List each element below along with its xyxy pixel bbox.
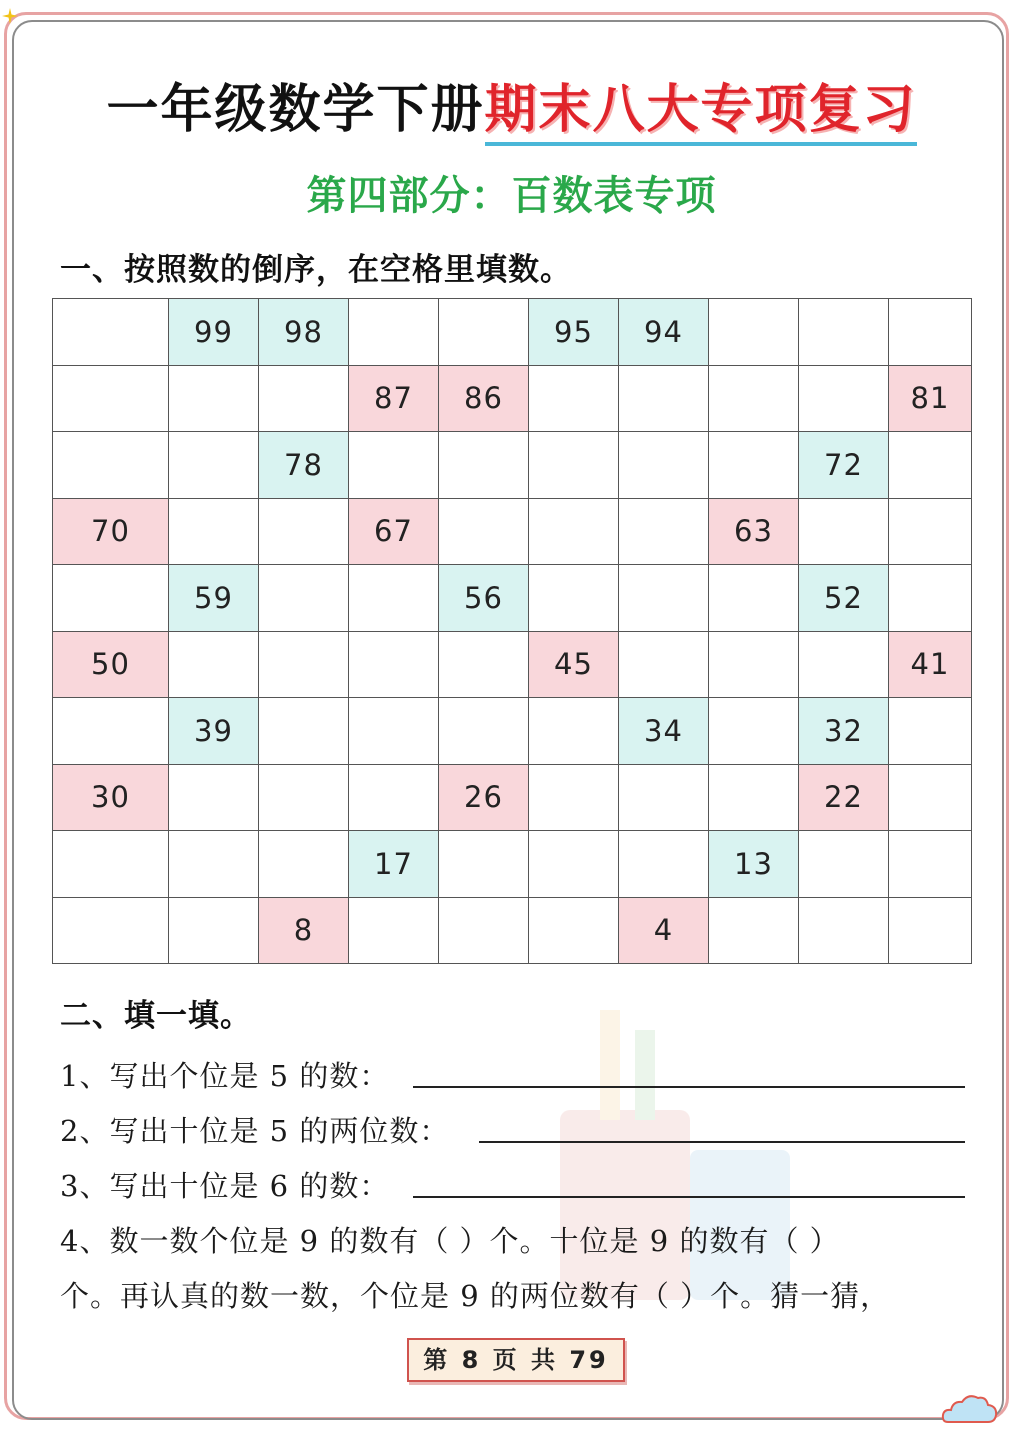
grid-cell-blank[interactable] xyxy=(709,698,799,765)
grid-cell-blank[interactable] xyxy=(53,432,169,499)
grid-cell-given: 32 xyxy=(799,698,889,765)
grid-cell-blank[interactable] xyxy=(349,432,439,499)
grid-cell-blank[interactable] xyxy=(259,365,349,432)
grid-cell-blank[interactable] xyxy=(709,565,799,632)
grid-row xyxy=(53,764,972,831)
grid-cell-blank[interactable] xyxy=(169,432,259,499)
grid-cell-given: 67 xyxy=(349,498,439,565)
grid-cell-given: 39 xyxy=(169,698,259,765)
grid-cell-blank[interactable] xyxy=(349,698,439,765)
grid-cell-blank[interactable] xyxy=(529,565,619,632)
grid-row xyxy=(53,432,972,499)
grid-cell-blank[interactable] xyxy=(169,498,259,565)
grid-cell-given: 30 xyxy=(53,764,169,831)
page-number-badge: 第 8 页 共 79 xyxy=(407,1338,625,1382)
grid-cell-given: 95 xyxy=(529,299,619,366)
grid-cell-blank[interactable] xyxy=(169,631,259,698)
grid-row xyxy=(53,831,972,898)
question-2-label: 2、写出十位是 5 的两位数： xyxy=(60,1114,450,1148)
grid-cell-blank[interactable] xyxy=(709,631,799,698)
grid-cell-blank[interactable] xyxy=(439,897,529,964)
grid-cell-blank[interactable] xyxy=(259,565,349,632)
grid-cell-given: 45 xyxy=(529,631,619,698)
grid-cell-given: 87 xyxy=(349,365,439,432)
grid-cell-blank[interactable] xyxy=(619,365,709,432)
grid-cell-blank[interactable] xyxy=(619,831,709,898)
grid-cell-blank[interactable] xyxy=(889,698,972,765)
answer-line-1[interactable] xyxy=(413,1086,965,1088)
question-3-label: 3、写出十位是 6 的数： xyxy=(60,1169,390,1203)
grid-cell-blank[interactable] xyxy=(439,831,529,898)
grid-cell-blank[interactable] xyxy=(169,764,259,831)
section1-heading: 一、按照数的倒序，在空格里填数。 xyxy=(60,252,572,288)
grid-cell-given: 34 xyxy=(619,698,709,765)
grid-cell-blank[interactable] xyxy=(349,897,439,964)
grid-cell-given: 81 xyxy=(889,365,972,432)
grid-cell-blank[interactable] xyxy=(349,299,439,366)
grid-cell-blank[interactable] xyxy=(439,698,529,765)
grid-row xyxy=(53,631,972,698)
grid-cell-blank[interactable] xyxy=(709,432,799,499)
grid-cell-given: 94 xyxy=(619,299,709,366)
grid-cell-blank[interactable] xyxy=(799,831,889,898)
grid-cell-given: 22 xyxy=(799,764,889,831)
grid-cell-given: 4 xyxy=(619,897,709,964)
grid-cell-blank[interactable] xyxy=(799,498,889,565)
grid-cell-given: 13 xyxy=(709,831,799,898)
section2-heading: 二、填一填。 xyxy=(60,998,252,1034)
grid-cell-given: 50 xyxy=(53,631,169,698)
grid-cell-blank[interactable] xyxy=(529,432,619,499)
grid-cell-given: 86 xyxy=(439,365,529,432)
hundred-chart-table xyxy=(52,298,972,964)
grid-cell-given: 98 xyxy=(259,299,349,366)
grid-cell-blank[interactable] xyxy=(529,831,619,898)
grid-cell-blank[interactable] xyxy=(529,498,619,565)
grid-cell-blank[interactable] xyxy=(259,698,349,765)
cloud-icon xyxy=(940,1390,1000,1426)
grid-cell-given: 41 xyxy=(889,631,972,698)
grid-cell-blank[interactable] xyxy=(619,498,709,565)
grid-row xyxy=(53,565,972,632)
grid-cell-blank[interactable] xyxy=(349,764,439,831)
grid-cell-blank[interactable] xyxy=(349,631,439,698)
grid-cell-given: 99 xyxy=(169,299,259,366)
grid-cell-blank[interactable] xyxy=(709,299,799,366)
grid-cell-blank[interactable] xyxy=(889,565,972,632)
grid-cell-blank[interactable] xyxy=(889,831,972,898)
grid-cell-blank[interactable] xyxy=(889,299,972,366)
grid-cell-blank[interactable] xyxy=(619,764,709,831)
grid-row xyxy=(53,897,972,964)
grid-cell-given: 63 xyxy=(709,498,799,565)
grid-cell-blank[interactable] xyxy=(889,897,972,964)
grid-cell-blank[interactable] xyxy=(709,897,799,964)
grid-cell-given: 17 xyxy=(349,831,439,898)
grid-cell-given: 56 xyxy=(439,565,529,632)
grid-cell-blank[interactable] xyxy=(53,698,169,765)
grid-cell-blank[interactable] xyxy=(53,565,169,632)
title-black-part: 一年级数学下册 xyxy=(106,80,485,140)
grid-cell-blank[interactable] xyxy=(169,831,259,898)
grid-cell-blank[interactable] xyxy=(529,698,619,765)
grid-cell-blank[interactable] xyxy=(889,498,972,565)
page-subtitle: 第四部分：百数表专项 xyxy=(306,173,717,219)
grid-cell-blank[interactable] xyxy=(529,764,619,831)
grid-cell-given: 72 xyxy=(799,432,889,499)
grid-cell-given: 8 xyxy=(259,897,349,964)
question-4-line-2: 个。再认真的数一数，个位是 9 的两位数有（ ）个。猜一猜， xyxy=(60,1279,891,1313)
grid-cell-blank[interactable] xyxy=(619,631,709,698)
grid-cell-blank[interactable] xyxy=(53,299,169,366)
grid-row xyxy=(53,498,972,565)
sparkle-icon xyxy=(2,8,18,24)
grid-cell-blank[interactable] xyxy=(799,365,889,432)
grid-cell-blank[interactable] xyxy=(709,365,799,432)
grid-cell-given: 70 xyxy=(53,498,169,565)
grid-cell-blank[interactable] xyxy=(799,897,889,964)
grid-cell-blank[interactable] xyxy=(169,897,259,964)
grid-cell-blank[interactable] xyxy=(439,498,529,565)
grid-cell-given: 59 xyxy=(169,565,259,632)
grid-cell-blank[interactable] xyxy=(529,365,619,432)
question-1-label: 1、写出个位是 5 的数： xyxy=(60,1059,390,1093)
grid-row xyxy=(53,299,972,366)
grid-cell-blank[interactable] xyxy=(709,764,799,831)
grid-cell-blank[interactable] xyxy=(53,831,169,898)
grid-cell-blank[interactable] xyxy=(53,897,169,964)
title-red-part: 期末八大专项复习 xyxy=(485,80,917,146)
answer-line-2[interactable] xyxy=(479,1141,965,1143)
question-4-line-1: 4、数一数个位是 9 的数有（ ）个。十位是 9 的数有（ ） xyxy=(60,1224,840,1258)
grid-cell-given: 26 xyxy=(439,764,529,831)
grid-cell-blank[interactable] xyxy=(259,498,349,565)
grid-cell-blank[interactable] xyxy=(439,299,529,366)
grid-cell-blank[interactable] xyxy=(889,432,972,499)
grid-cell-blank[interactable] xyxy=(53,365,169,432)
grid-cell-given: 78 xyxy=(259,432,349,499)
grid-cell-given: 52 xyxy=(799,565,889,632)
page-title xyxy=(0,78,1023,142)
answer-line-3[interactable] xyxy=(413,1196,965,1198)
grid-cell-blank[interactable] xyxy=(619,432,709,499)
grid-cell-blank[interactable] xyxy=(799,299,889,366)
grid-cell-blank[interactable] xyxy=(169,365,259,432)
stationery-watermark-icon xyxy=(540,990,800,1310)
grid-cell-blank[interactable] xyxy=(439,432,529,499)
grid-row xyxy=(53,365,972,432)
grid-cell-blank[interactable] xyxy=(889,764,972,831)
grid-cell-blank[interactable] xyxy=(349,565,439,632)
grid-cell-blank[interactable] xyxy=(799,631,889,698)
grid-cell-blank[interactable] xyxy=(619,565,709,632)
grid-cell-blank[interactable] xyxy=(259,831,349,898)
grid-row xyxy=(53,698,972,765)
grid-cell-blank[interactable] xyxy=(529,897,619,964)
grid-cell-blank[interactable] xyxy=(439,631,529,698)
grid-cell-blank[interactable] xyxy=(259,631,349,698)
grid-cell-blank[interactable] xyxy=(259,764,349,831)
